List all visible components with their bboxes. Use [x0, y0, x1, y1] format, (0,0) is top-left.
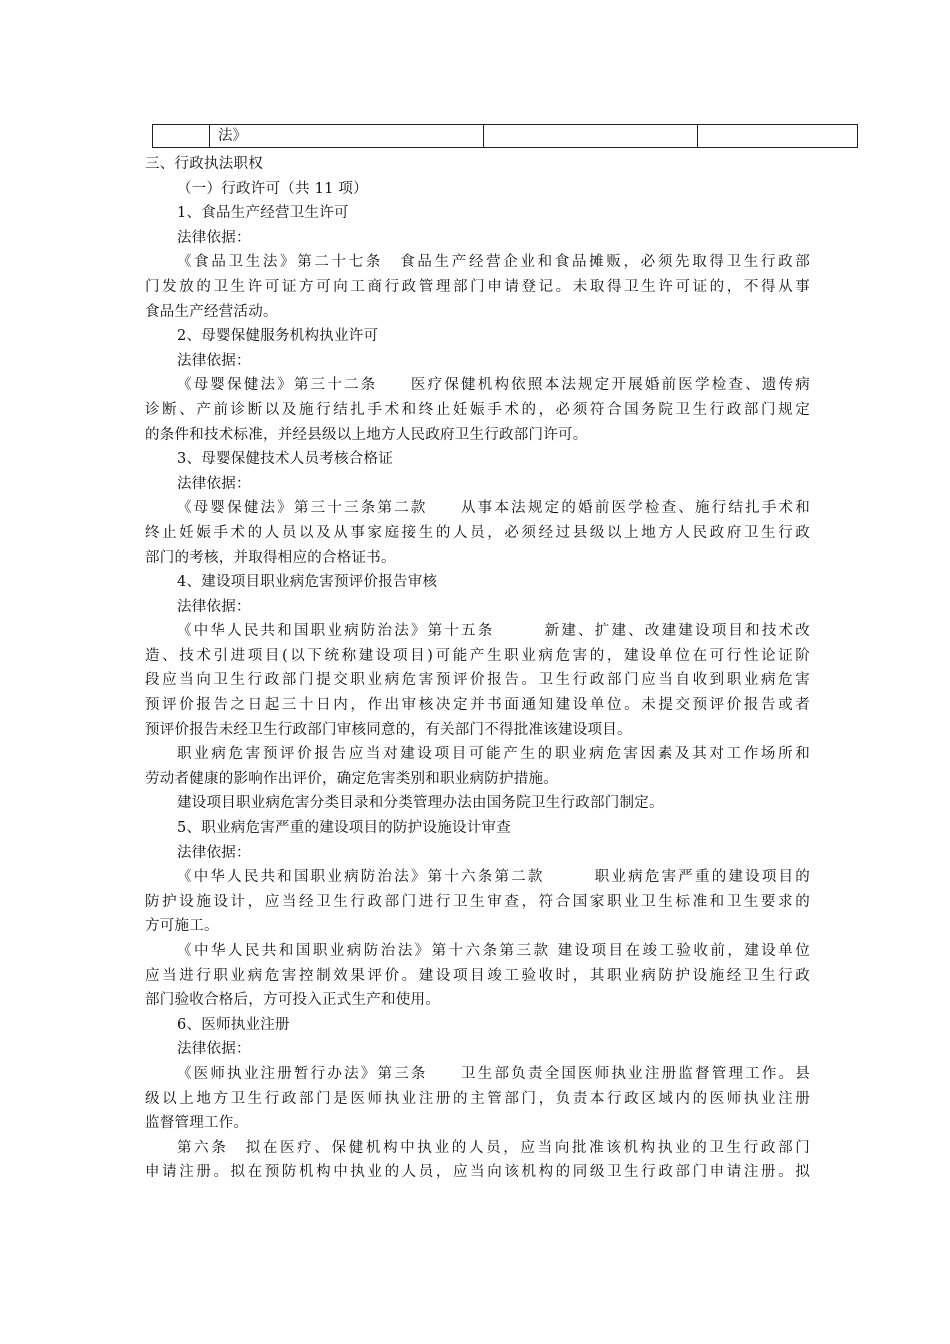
text-line: 造、技术引进项目(以下统称建设项目)可能产生职业病危害的，建设单位在可行性论证阶	[145, 647, 810, 664]
item-heading: 3、母婴保健技术人员考核合格证	[177, 451, 393, 468]
text-line: 级以上地方卫生行政部门是医师执业注册的主管部门，负责本行政区域内的医师执业注册	[145, 1090, 810, 1107]
text-line: 终止妊娠手术的人员以及从事家庭接生的人员，必须经过县级以上地方人民政府卫生行政	[145, 524, 810, 541]
text-line: 职业病危害预评价报告应当对建设项目可能产生的职业病危害因素及其对工作场所和	[177, 746, 810, 763]
text-line: 方可施工。	[145, 918, 219, 935]
text-line: 部门的考核，并取得相应的合格证书。	[145, 549, 396, 566]
text-line: 应当进行职业病危害控制效果评价。建设项目竣工验收时，其职业病防护设施经卫生行政	[145, 967, 810, 984]
table-cell	[698, 125, 858, 148]
text-line: 部门验收合格后，方可投入正式生产和使用。	[145, 992, 440, 1009]
text-line: 《母婴保健法》第三十三条第二款 从事本法规定的婚前医学检查、施行结扎手术和	[177, 500, 810, 517]
legal-basis-label: 法律依据：	[177, 229, 251, 246]
text-line: 监督管理工作。	[145, 1115, 249, 1132]
text-line: 建设项目职业病危害分类目录和分类管理办法由国务院卫生行政部门制定。	[177, 795, 664, 812]
item-heading: 1、食品生产经营卫生许可	[177, 205, 349, 222]
text-line: 段应当向卫生行政部门提交职业病危害预评价报告。卫生行政部门应当自收到职业病危害	[145, 672, 810, 689]
legal-basis-label: 法律依据：	[177, 844, 251, 861]
text-line: 预评价报告之日起三十日内，作出审核决定并书面通知建设单位。未提交预评价报告或者	[145, 697, 810, 714]
legal-basis-label: 法律依据：	[177, 352, 251, 369]
text-line: 第六条 拟在医疗、保健机构中执业的人员，应当向批准该机构执业的卫生行政部门	[177, 1139, 810, 1156]
text-line: 《中华人民共和国职业病防治法》第十六条第三款 建设项目在竣工验收前，建设单位	[177, 943, 810, 959]
text-line: 预评价报告未经卫生行政部门审核同意的，有关部门不得批准该建设项目。	[145, 721, 632, 738]
text-line: 诊断、产前诊断以及施行结扎手术和终止妊娠手术的，必须符合国务院卫生行政部门规定	[145, 401, 810, 418]
table-cell: 法》	[210, 125, 484, 148]
text-line: 《医师执业注册暂行办法》第三条 卫生部负责全国医师执业注册监督管理工作。县	[177, 1065, 810, 1082]
table-fragment	[152, 124, 858, 148]
item-heading: 6、医师执业注册	[177, 1016, 290, 1033]
legal-basis-label: 法律依据：	[177, 475, 251, 492]
text-line: 门发放的卫生许可证方可向工商行政管理部门申请登记。未取得卫生许可证的，不得从事	[145, 278, 810, 295]
table-cell	[153, 125, 210, 148]
text-line: 《中华人民共和国职业病防治法》第十五条 新建、扩建、改建建设项目和技术改	[177, 623, 810, 640]
section-heading: 三、行政执法职权	[145, 156, 263, 172]
text-line: 防护设施设计，应当经卫生行政部门进行卫生审查，符合国家职业卫生标准和卫生要求的	[145, 893, 810, 910]
text-line: 申请注册。拟在预防机构中执业的人员，应当向该机构的同级卫生行政部门申请注册。拟	[145, 1164, 810, 1181]
subsection-heading: （一）行政许可（共 11 项）	[177, 180, 368, 197]
legal-basis-label: 法律依据：	[177, 1041, 251, 1058]
legal-basis-label: 法律依据：	[177, 598, 251, 615]
text-line: 《母婴保健法》第三十二条 医疗保健机构依照本法规定开展婚前医学检查、遗传病	[177, 377, 810, 394]
item-heading: 2、母婴保健服务机构执业许可	[177, 328, 379, 345]
text-line: 《食品卫生法》第二十七条 食品生产经营企业和食品摊贩，必须先取得卫生行政部	[177, 254, 810, 271]
table-row	[153, 125, 858, 148]
text-line: 食品生产经营活动。	[145, 303, 278, 320]
text-line: 《中华人民共和国职业病防治法》第十六条第二款 职业病危害严重的建设项目的	[177, 869, 810, 886]
item-heading: 5、职业病危害严重的建设项目的防护设施设计审查	[177, 820, 511, 837]
document-body	[145, 152, 810, 1185]
text-line: 的条件和技术标准，并经县级以上地方人民政府卫生行政部门许可。	[145, 426, 588, 443]
text-line: 劳动者健康的影响作出评价，确定危害类别和职业病防护措施。	[145, 770, 558, 787]
item-heading: 4、建设项目职业病危害预评价报告审核	[177, 574, 438, 591]
table-cell	[484, 125, 698, 148]
